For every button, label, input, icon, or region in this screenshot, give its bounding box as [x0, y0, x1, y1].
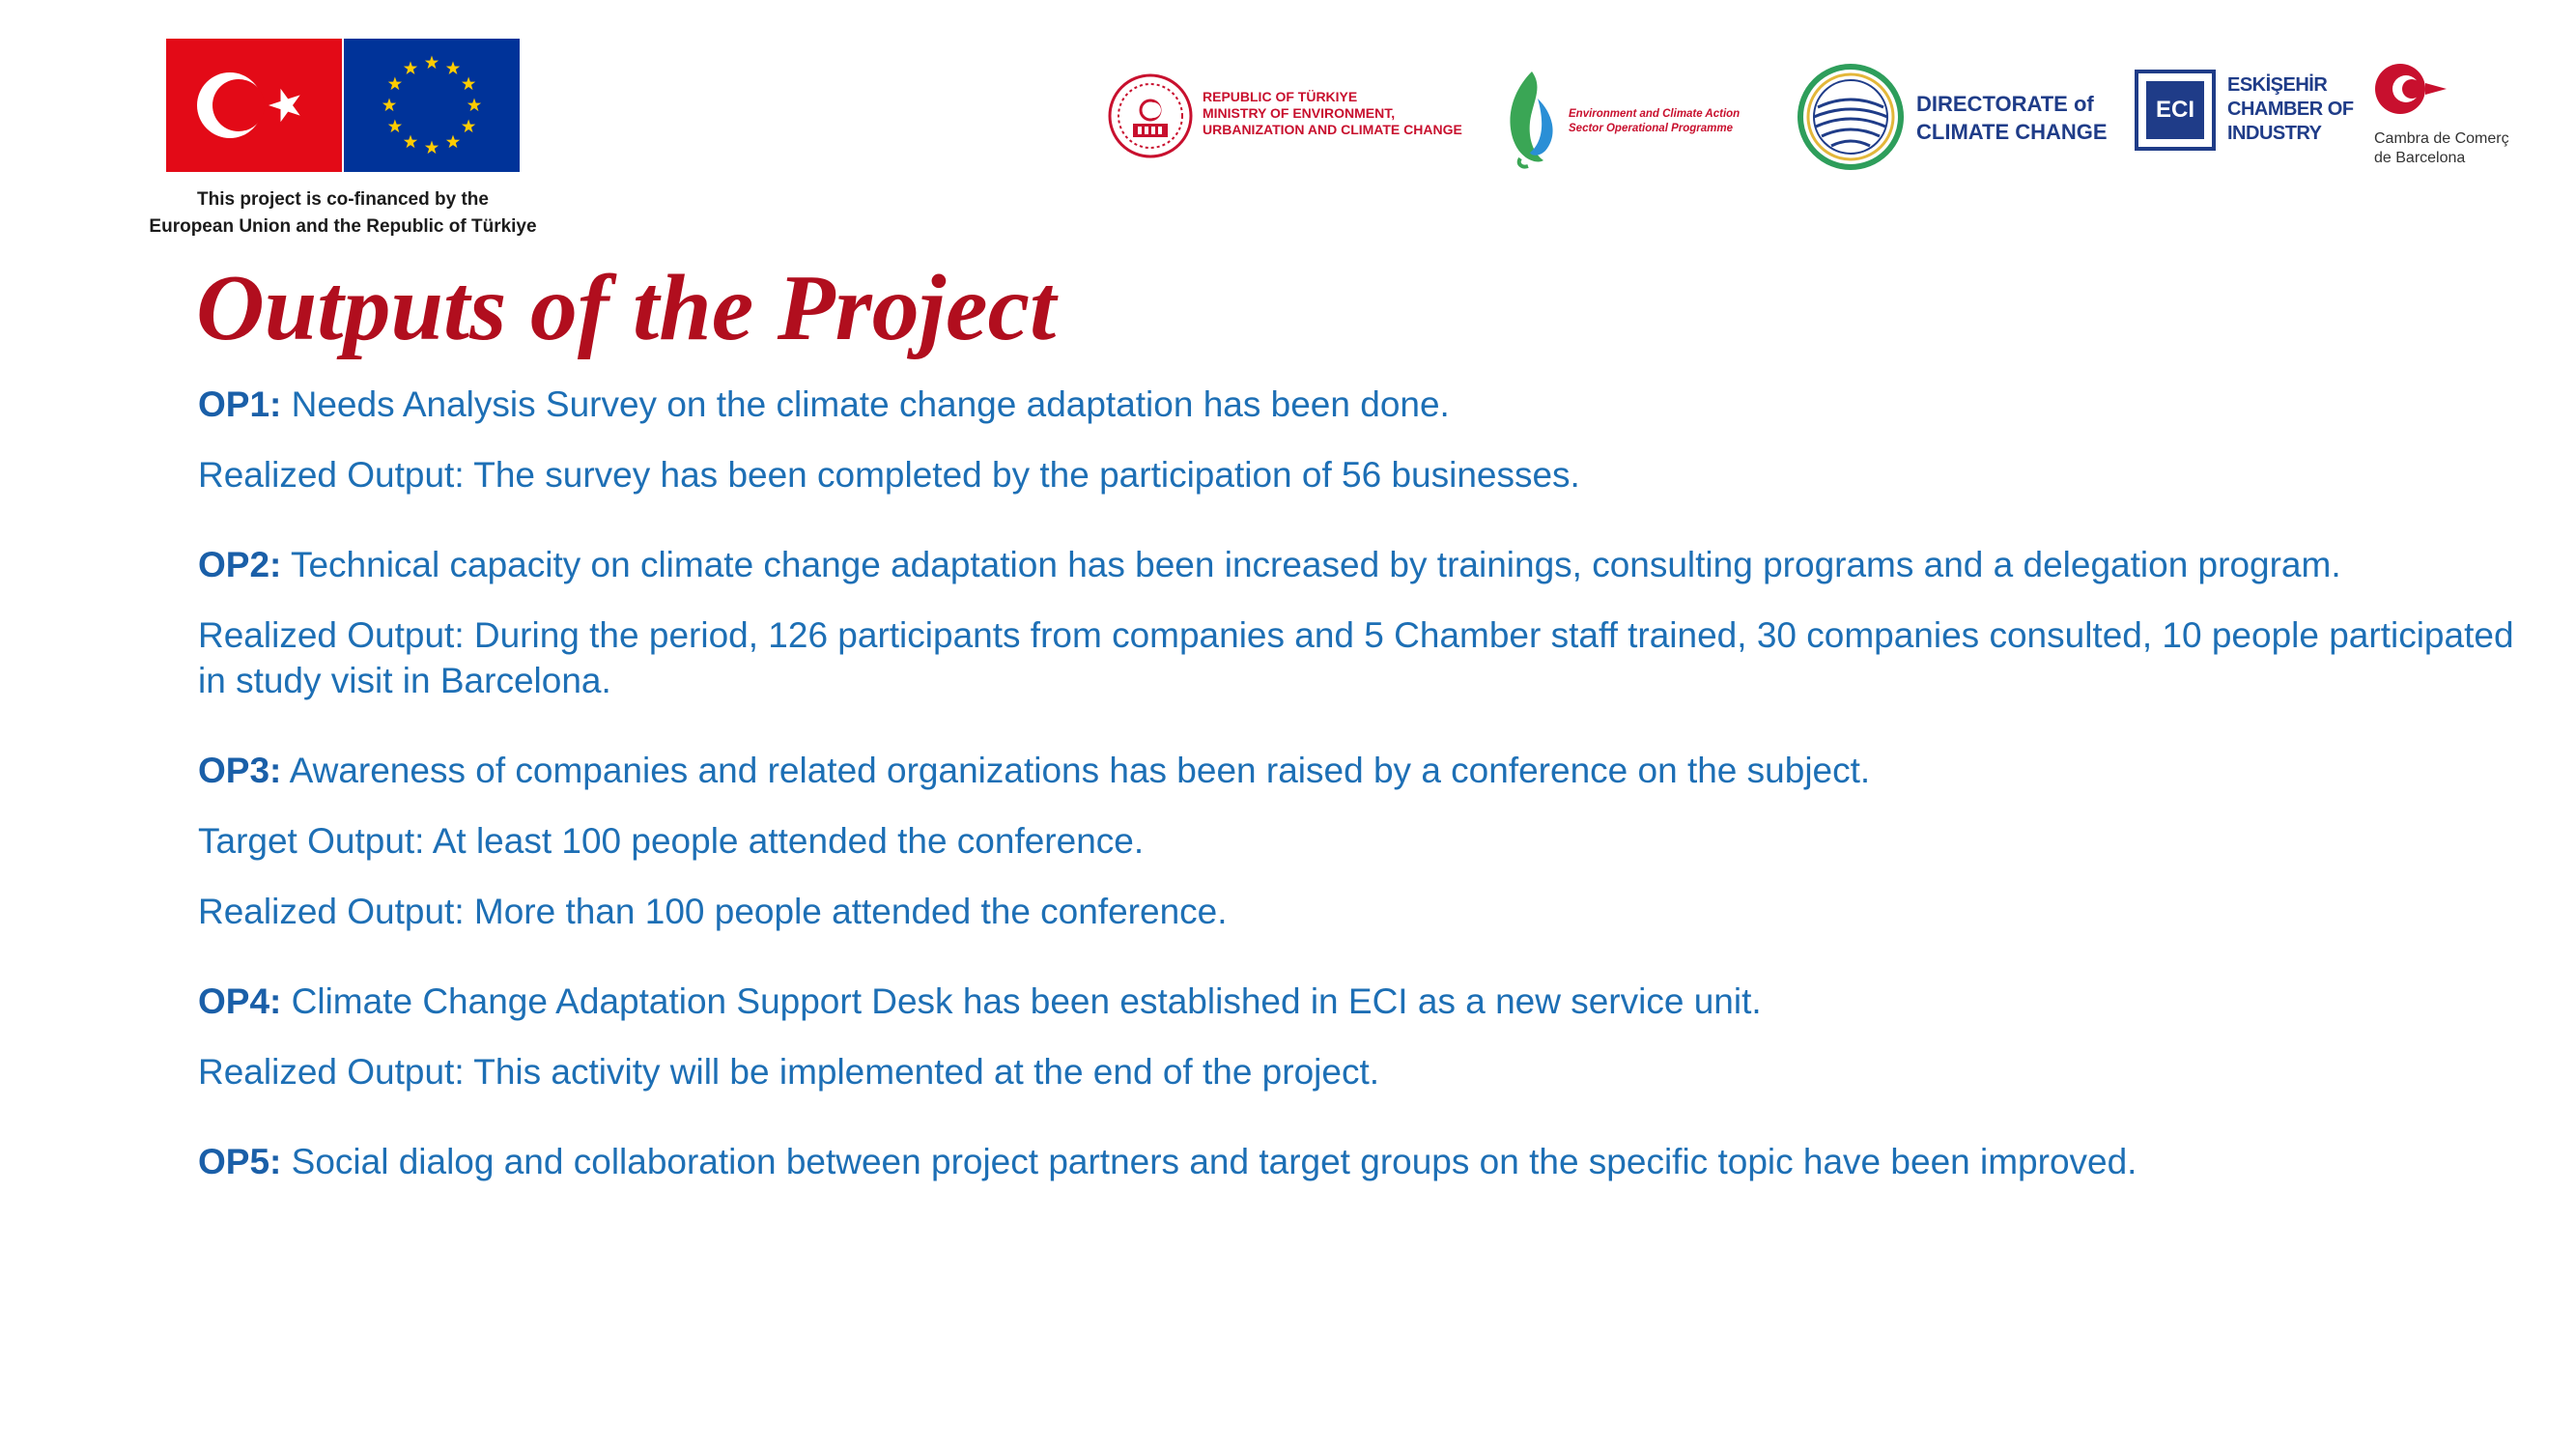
output-text: Technical capacity on climate change adaptation has been increased by trainings, consulting programs and a delegation program. — [281, 545, 2341, 584]
output-detail: Realized Output: This activity will be implemented at the end of the project. — [198, 1052, 1380, 1092]
output-op2 — [198, 542, 2535, 703]
ministry-logo — [1106, 68, 1473, 164]
barcelona-line-2: de Barcelona — [2374, 150, 2466, 166]
directorate-line-2: CLIMATE CHANGE — [1916, 120, 2108, 144]
eci-line-1: ESKİŞEHİR — [2227, 74, 2328, 96]
eci-line-3: INDUSTRY — [2227, 123, 2322, 144]
barcelona-line-1: Cambra de Comerç — [2374, 130, 2509, 147]
output-text: Social dialog and collaboration between project partners and target groups on the specific topic have been improved. — [281, 1142, 2137, 1181]
ministry-logo-text — [1203, 89, 1462, 138]
eci-badge-text: ECI — [2146, 81, 2204, 139]
eu-flag-icon — [344, 39, 520, 172]
output-detail: Realized Output: The survey has been completed by the participation of 56 businesses. — [198, 455, 1580, 495]
page-title: Outputs of the Project — [196, 256, 1057, 360]
output-detail: Target Output: At least 100 people attended the conference. — [198, 821, 1145, 861]
cofinance-flags — [166, 39, 520, 172]
eci-logo — [2135, 68, 2354, 159]
output-detail: Realized Output: During the period, 126 participants from companies and 5 Chamber staff trained, 30 companies consulted, 10 people participated in study visit in Barcelona. — [198, 615, 2514, 700]
eci-line-2: CHAMBER OF — [2227, 99, 2354, 120]
env-programme-line-2: Sector Operational Programme — [1569, 123, 1733, 134]
output-text: Needs Analysis Survey on the climate change adaptation has been done. — [281, 384, 1450, 424]
ministry-line-1: REPUBLIC OF TÜRKIYE — [1203, 89, 1358, 104]
output-code: OP5: — [198, 1142, 282, 1181]
globe-icon — [1797, 63, 1905, 171]
outputs-list — [198, 382, 2535, 1229]
output-op3 — [198, 748, 2535, 934]
output-detail: Realized Output: More than 100 people attended the conference. — [198, 892, 1228, 931]
directorate-text — [1916, 90, 2108, 146]
output-code: OP1: — [198, 384, 282, 424]
directorate-logo — [1797, 63, 2115, 174]
barcelona-text — [2374, 129, 2509, 168]
barcelona-chamber-logo — [2371, 60, 2555, 171]
output-text: Climate Change Adaptation Support Desk has been established in ECI as a new service unit. — [281, 981, 1762, 1021]
cofinance-line-2: European Union and the Republic of Türkiye — [149, 216, 537, 237]
output-op1 — [198, 382, 2535, 497]
output-text: Awareness of companies and related organizations has been raised by a conference on the subject. — [281, 751, 1871, 790]
output-op5 — [198, 1139, 2535, 1184]
eci-badge — [2135, 70, 2216, 151]
barcelona-emblem-icon — [2371, 60, 2449, 122]
env-programme-text — [1569, 107, 1740, 136]
output-op4 — [198, 979, 2535, 1094]
output-code: OP2: — [198, 545, 282, 584]
output-headline — [198, 979, 2535, 1024]
output-headline — [198, 1139, 2535, 1184]
eci-text — [2227, 73, 2354, 146]
output-headline — [198, 382, 2535, 427]
directorate-line-1: DIRECTORATE of — [1916, 92, 2094, 116]
env-programme-logo — [1499, 66, 1769, 172]
output-headline — [198, 748, 2535, 793]
ministry-line-2: MINISTRY OF ENVIRONMENT, — [1203, 105, 1396, 121]
leaf-drop-icon — [1499, 66, 1563, 172]
cofinance-line-1: This project is co-financed by the — [197, 189, 489, 210]
ministry-emblem-icon — [1106, 71, 1195, 160]
output-headline — [198, 542, 2535, 587]
env-programme-line-1: Environment and Climate Action — [1569, 108, 1741, 120]
output-code: OP3: — [198, 751, 282, 790]
ministry-line-3: URBANIZATION AND CLIMATE CHANGE — [1203, 122, 1462, 137]
output-code: OP4: — [198, 981, 282, 1021]
turkey-flag-icon — [166, 39, 342, 172]
cofinance-note — [126, 186, 560, 241]
